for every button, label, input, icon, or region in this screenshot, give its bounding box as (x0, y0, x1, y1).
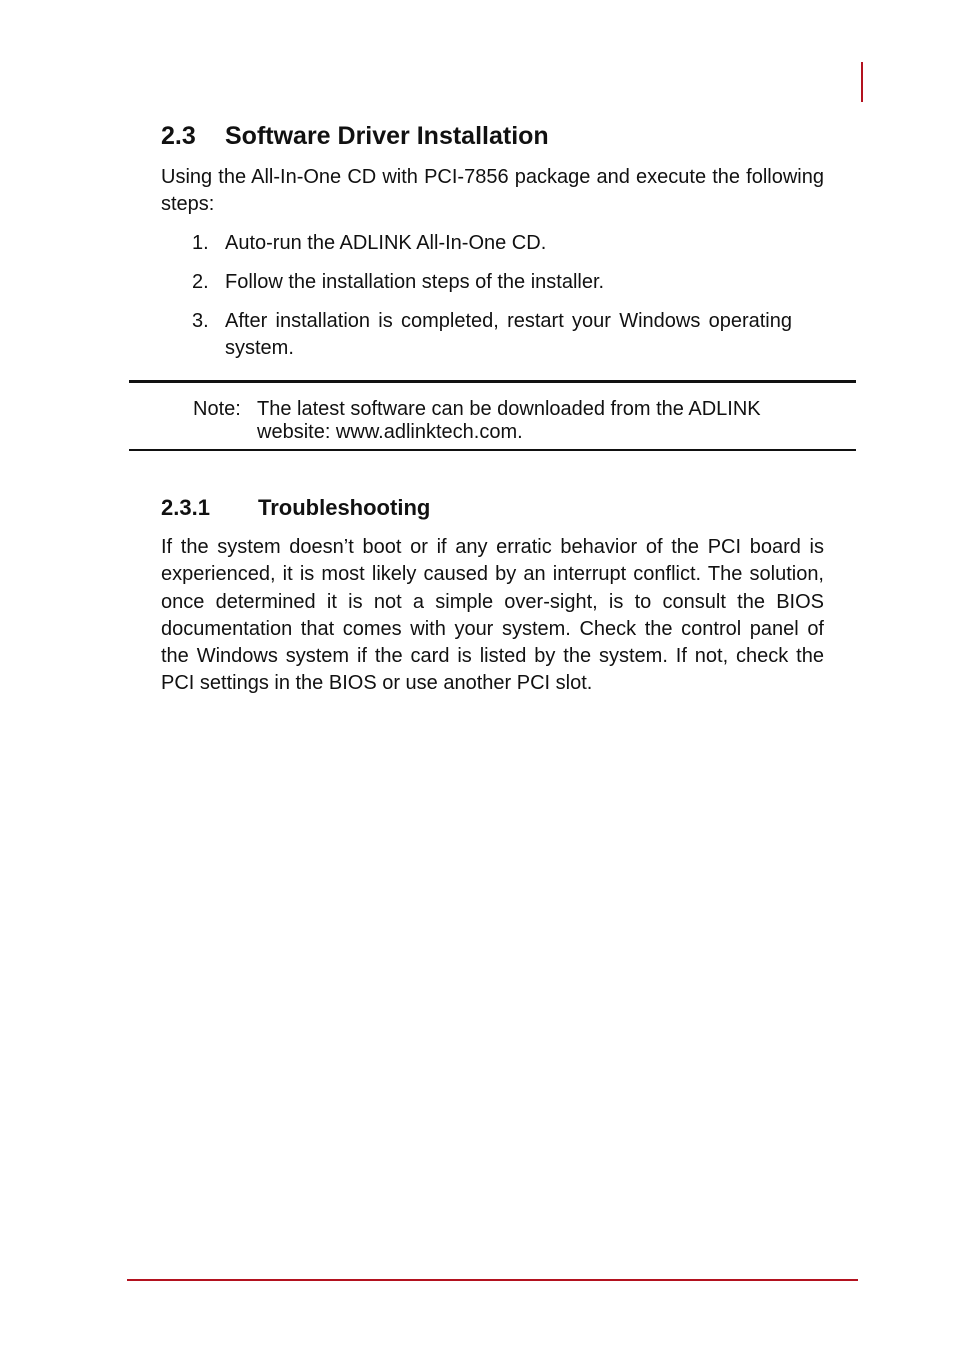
troubleshooting-paragraph: If the system doesn’t boot or if any erratic behavior of the PCI board is experienced, it is most likely caused by an interrupt conflict. The solution, once determined it is not a simple over-sight, is to consult the BIOS documentation that comes with your system. Check the control panel of the Windows system if the card is listed by the system. If not, check the PCI settings in the BIOS or use another PCI slot. (161, 536, 824, 695)
note-label: Note: (193, 398, 241, 420)
subsection-number: 2.3.1 (161, 495, 210, 520)
intro-paragraph: Using the All-In-One CD with PCI-7856 package and execute the following steps: (161, 166, 824, 216)
step-number: 2. (192, 270, 209, 293)
section-heading (161, 118, 549, 154)
note-text: The latest software can be downloaded from the ADLINK website: www.adlinktech.com. (257, 398, 761, 443)
list-item (161, 269, 792, 296)
step-number: 3. (192, 309, 209, 332)
note-top-divider (129, 380, 856, 383)
page-edge-marker (861, 62, 863, 102)
section-number: 2.3 (161, 122, 196, 150)
note-box (193, 398, 833, 444)
footer-divider (127, 1279, 858, 1281)
subsection-heading (161, 492, 430, 524)
section-title: Software Driver Installation (225, 122, 549, 150)
list-item (161, 230, 792, 257)
step-text: After installation is completed, restart your Windows operating system. (225, 309, 792, 359)
note-bottom-divider (129, 449, 856, 451)
subsection-title: Troubleshooting (258, 495, 431, 520)
step-text: Auto-run the ADLINK All-In-One CD. (225, 232, 547, 254)
step-text: Follow the installation steps of the installer. (225, 270, 605, 293)
step-number: 1. (192, 232, 209, 254)
list-item (161, 308, 792, 363)
installation-steps (161, 230, 792, 374)
